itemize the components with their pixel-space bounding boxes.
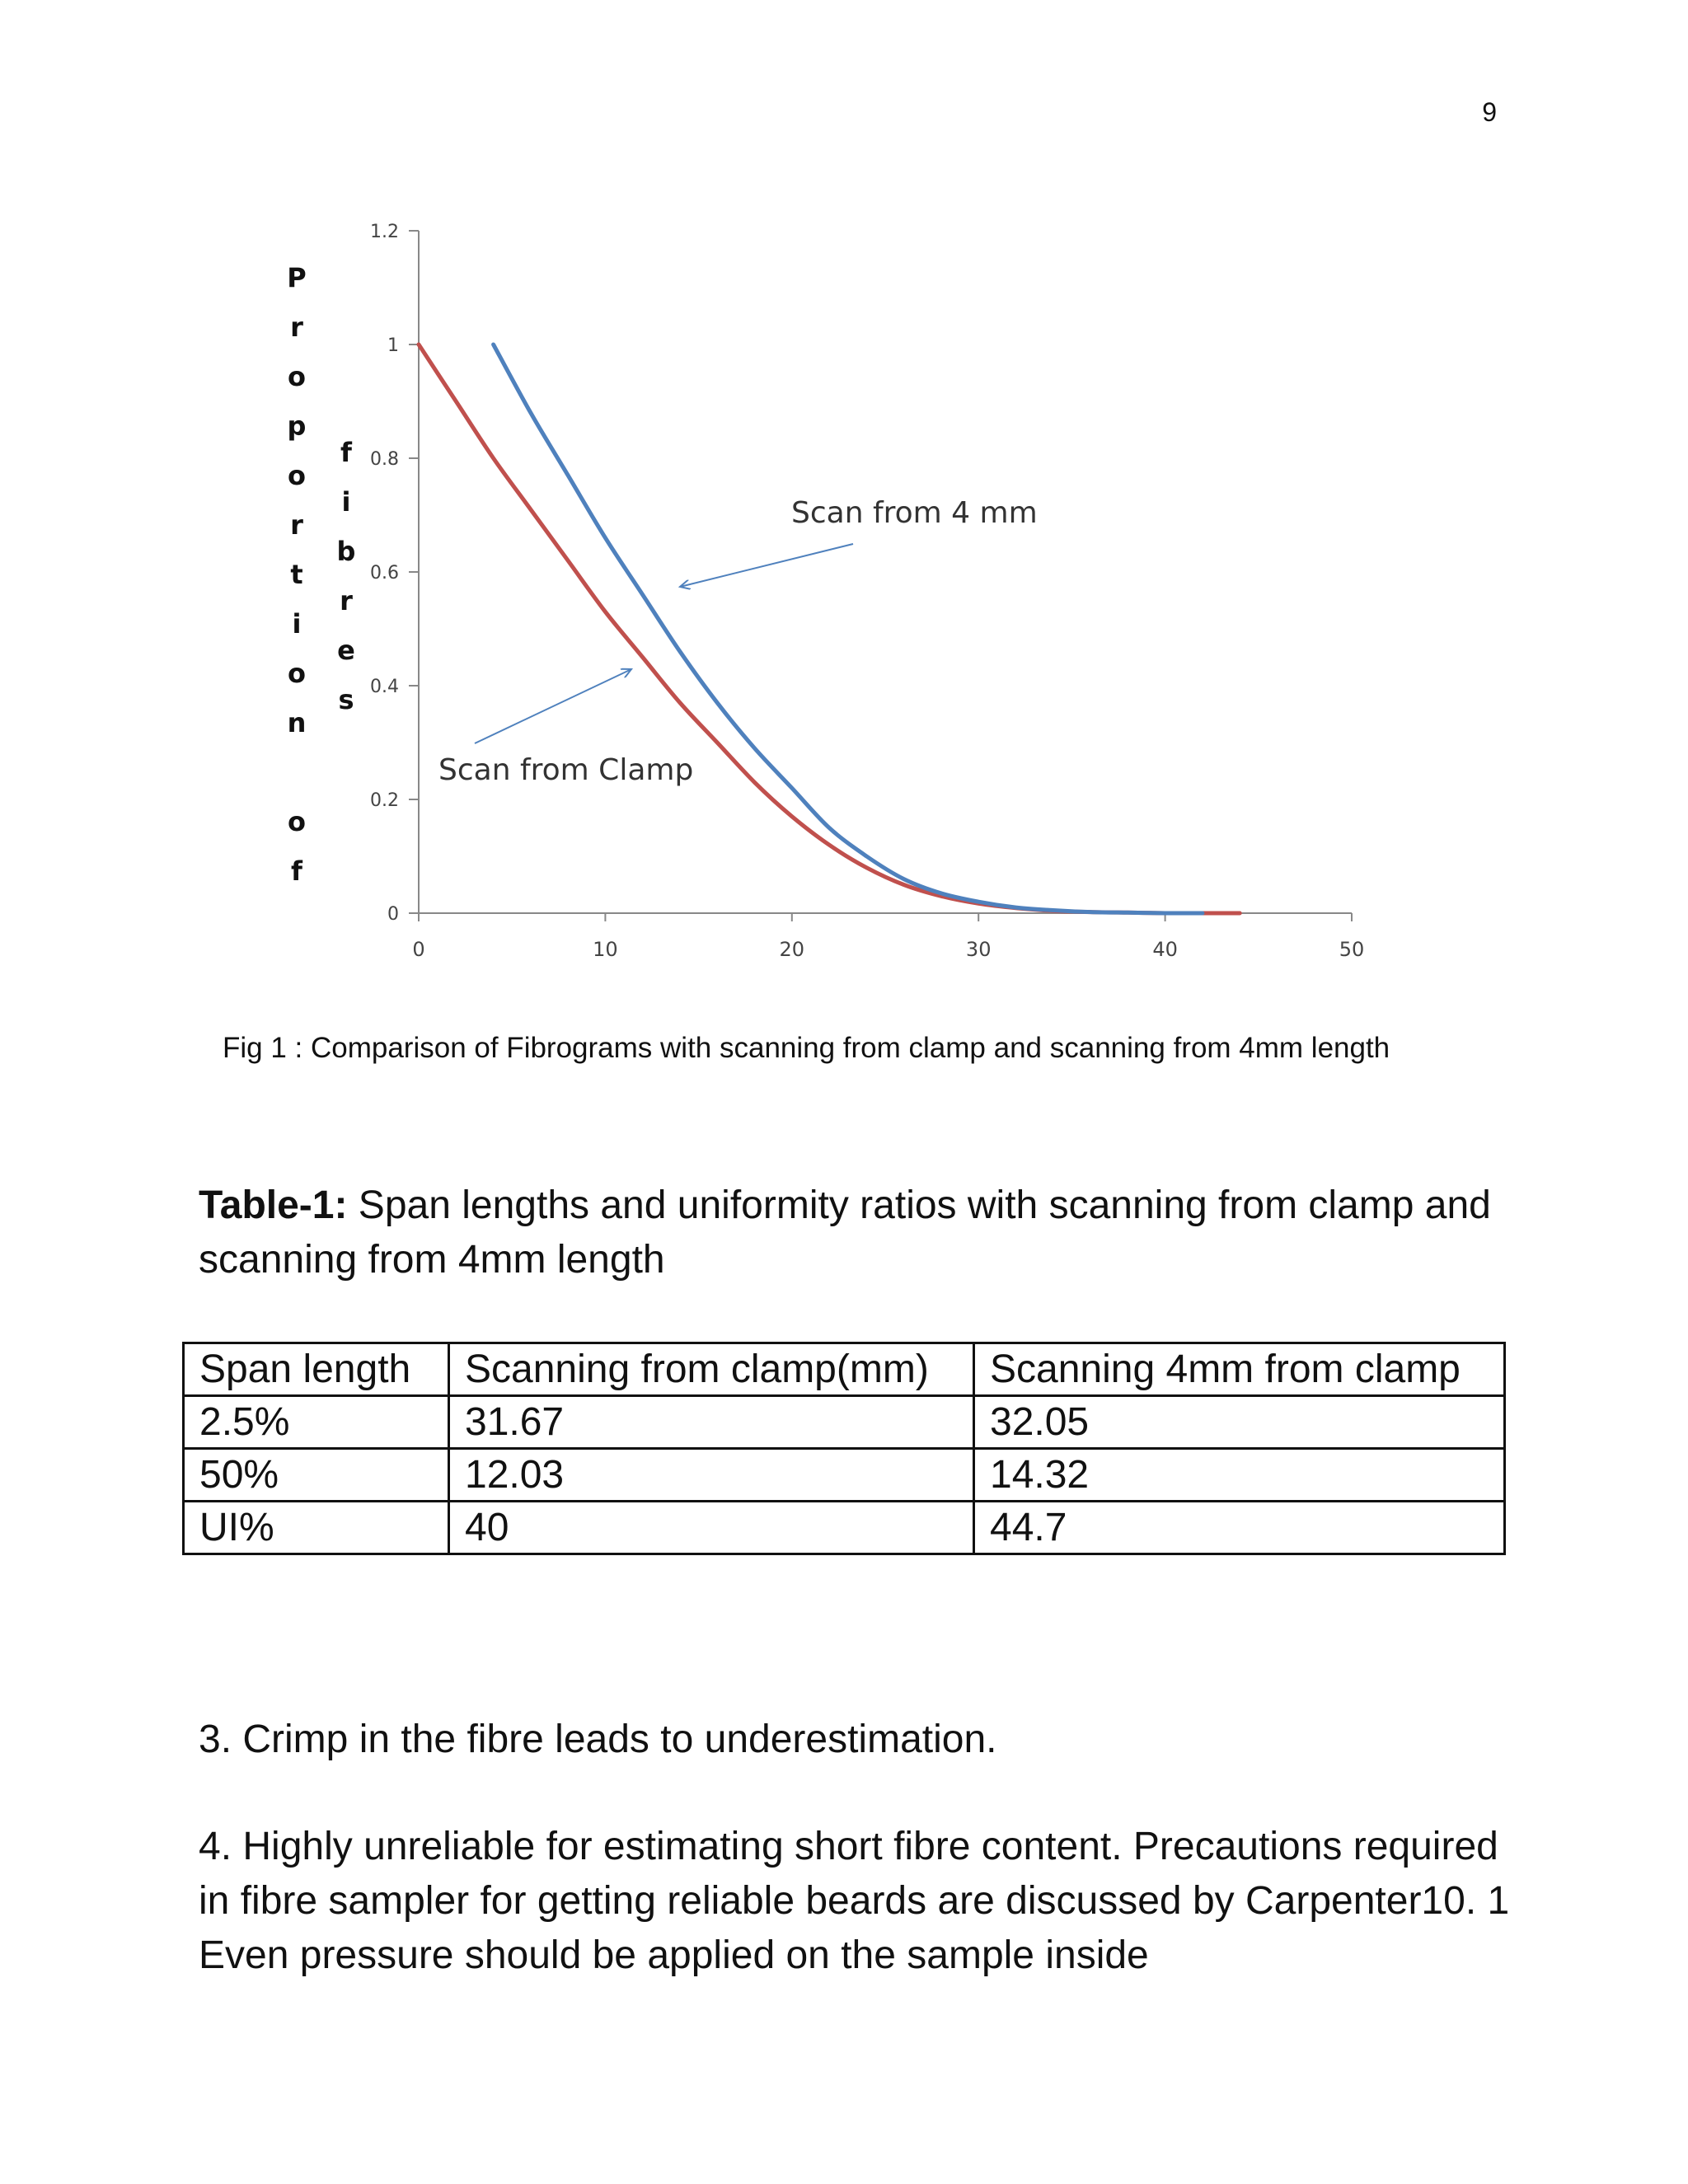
y-label-outer-letter: f	[291, 855, 302, 887]
y-tick-label: 0.2	[370, 790, 399, 811]
y-label-outer-letter: P	[287, 262, 307, 293]
y-label-inner-letter: r	[340, 585, 353, 616]
paragraph-4: 4. Highly unreliable for estimating short fibre content. Precautions required in fibre sampler for getting reliable beards are discussed by Carpenter10. 1 Even pressure should be applied on the sample inside	[199, 1825, 1510, 1977]
table-cell: 40	[449, 1502, 974, 1554]
span-length-table	[182, 1342, 1506, 1555]
y-tick-label: 0.4	[370, 677, 399, 697]
table-row	[184, 1396, 1505, 1449]
y-label-outer-letter: p	[287, 410, 307, 442]
arrow-scan-4mm	[680, 544, 853, 587]
y-label-inner-letter: b	[336, 536, 356, 567]
annotation-scan-4mm: Scan from 4 mm	[791, 496, 1038, 530]
y-label-outer-letter: o	[288, 460, 306, 491]
series-line-scan-from-4mm	[494, 344, 1203, 913]
x-tick-label: 30	[965, 938, 992, 961]
header-scanning-clamp: Scanning from clamp(mm)	[449, 1343, 974, 1396]
y-label-outer-letter: o	[288, 361, 306, 392]
y-label-inner-letter: f	[340, 437, 352, 468]
paragraph-3: 3. Crimp in the fibre leads to underestimation.	[199, 1718, 997, 1761]
y-tick-label: 0.8	[370, 449, 399, 470]
table-cell: UI%	[184, 1502, 449, 1554]
table-cell: 14.32	[974, 1449, 1505, 1502]
table-heading-text: Span lengths and uniformity ratios with scanning from clamp and scanning from 4mm length	[199, 1183, 1491, 1282]
figure-caption: Fig 1 : Comparison of Fibrograms with scanning from clamp and scanning from 4mm length	[223, 1032, 1390, 1064]
y-label-outer-letter: i	[292, 608, 302, 640]
page-number: 9	[1482, 97, 1497, 127]
y-tick-label: 1	[387, 335, 399, 356]
table-row	[184, 1449, 1505, 1502]
table-cell: 32.05	[974, 1396, 1505, 1449]
table-cell: 2.5%	[184, 1396, 449, 1449]
table-heading-label: Table-1:	[199, 1183, 348, 1227]
y-tick-label: 0	[387, 904, 399, 925]
y-label-outer-letter: n	[287, 707, 307, 738]
y-label-inner-letter: i	[341, 486, 351, 518]
y-label-outer-letter: o	[288, 658, 306, 689]
y-label-outer-letter: t	[290, 559, 303, 590]
fibrogram-chart	[247, 198, 1418, 1005]
y-label-inner-letter: s	[338, 684, 354, 715]
y-label-outer-letter: o	[288, 806, 306, 837]
x-tick-label: 20	[779, 938, 805, 961]
chart-annotations	[438, 496, 1038, 787]
y-label-inner-letter: e	[337, 635, 355, 666]
y-tick-label: 1.2	[370, 222, 399, 242]
chart-series	[419, 344, 1240, 913]
table-cell: 44.7	[974, 1502, 1505, 1554]
header-scanning-4mm: Scanning 4mm from clamp	[974, 1343, 1505, 1396]
y-axis-label-outer	[287, 262, 306, 887]
table-cell: 50%	[184, 1449, 449, 1502]
y-tick-label: 0.6	[370, 563, 399, 583]
x-tick-label: 50	[1339, 938, 1365, 961]
table-header-row	[184, 1343, 1505, 1396]
arrow-scan-clamp	[475, 669, 631, 743]
table-row	[184, 1502, 1505, 1554]
chart-axes	[370, 222, 1364, 961]
x-tick-label: 40	[1152, 938, 1178, 961]
table-cell: 12.03	[449, 1449, 974, 1502]
header-span-length: Span length	[184, 1343, 449, 1396]
y-label-outer-letter: r	[290, 509, 303, 541]
table-heading	[199, 1179, 1534, 1287]
y-label-outer-letter: r	[290, 312, 303, 343]
x-tick-label: 0	[412, 938, 425, 961]
x-tick-label: 10	[593, 938, 618, 961]
table-cell: 31.67	[449, 1396, 974, 1449]
annotation-scan-clamp: Scan from Clamp	[438, 753, 694, 787]
y-axis-label-inner	[337, 437, 356, 715]
